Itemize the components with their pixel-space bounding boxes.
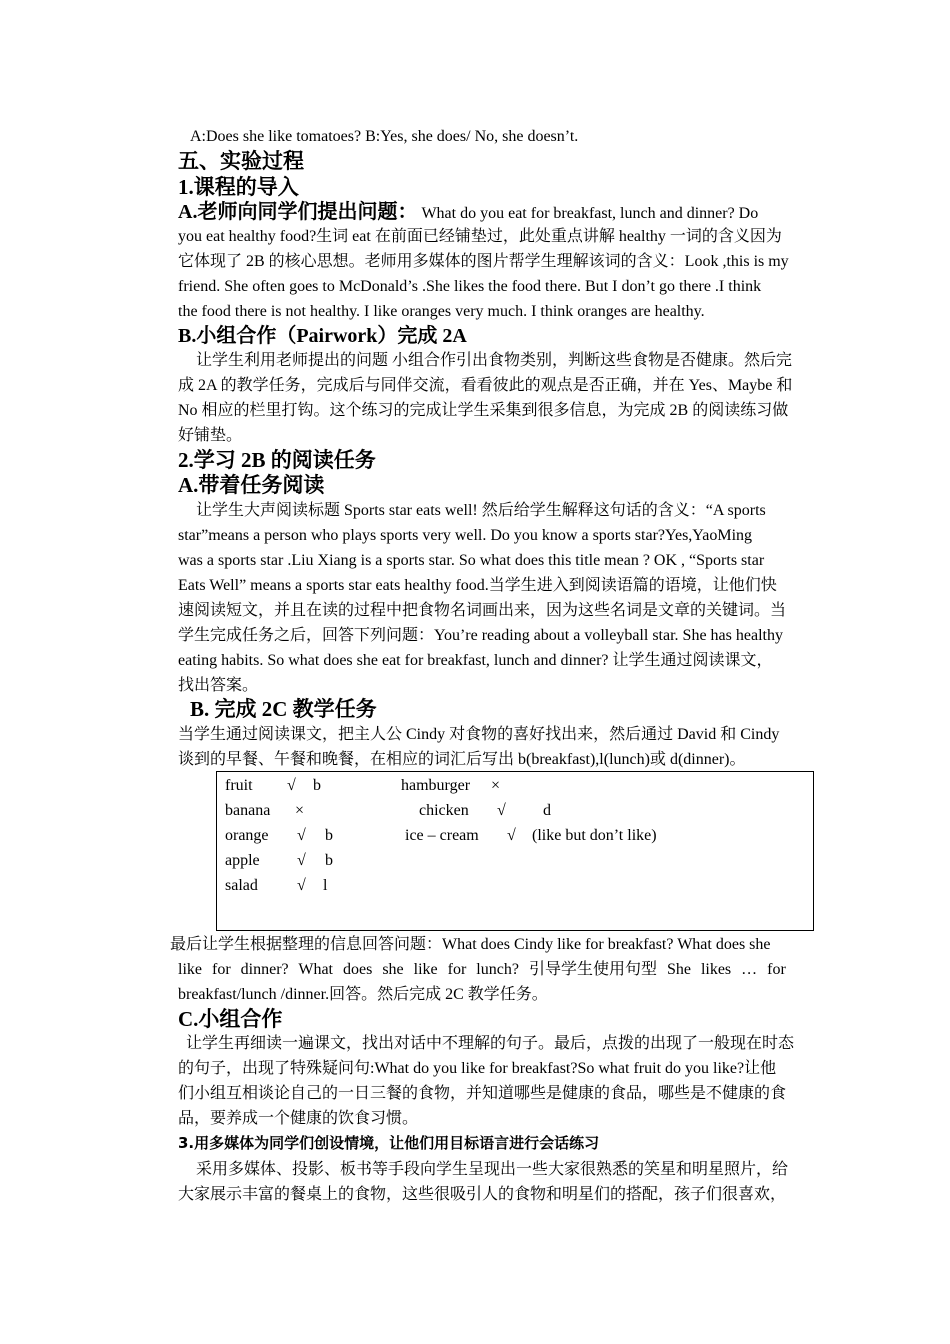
food-mark: × (295, 802, 305, 819)
food-name: apple (225, 852, 260, 869)
part-a-line-4: the food there is not healthy. I like oranges very much. I think oranges are healthy. (178, 303, 705, 320)
part-b-line-2: No 相应的栏里打钩。这个练习的完成让学生采集到很多信息，为完成 2B 的阅读练习做 (178, 402, 789, 419)
part-a-first-line (178, 199, 758, 226)
part-a-line-1: you eat healthy food?生词 eat 在前面已经铺垫过，此处重点讲解 healthy 一词的含义因为 (178, 228, 782, 245)
sub-2c-line-3: 品，要养成一个健康的饮食习惯。 (178, 1110, 419, 1127)
sub-2c-line-1: 的句子，出现了特殊疑问句:What do you like for breakfast?So what fruit do you like?让他 (178, 1060, 777, 1077)
food-meal: l (323, 877, 328, 894)
subsection-2b-title: B. 完成 2C 教学任务 (190, 697, 377, 721)
sub-2a-line-1: star”means a person who plays sports very well. Do you know a sports star?Yes,YaoMing (178, 527, 753, 544)
food-meal: b (325, 852, 333, 869)
food-name: fruit (225, 777, 253, 794)
after-table-line-2: breakfast/lunch /dinner.回答。然后完成 2C 教学任务。 (178, 986, 548, 1003)
food-name: salad (225, 877, 258, 894)
subsection-2-title: 2.学习 2B 的阅读任务 (178, 448, 376, 472)
subsection-2c-title: C.小组合作 (178, 1007, 283, 1031)
subsection-1-title: 1.课程的导入 (178, 175, 299, 199)
part-b-line-3: 好铺垫。 (178, 427, 243, 444)
food-mark: × (491, 777, 501, 794)
sub-2a-line-2: was a sports star .Liu Xiang is a sports star. So what does this title mean ? OK , “Sports star (178, 552, 765, 569)
sub-3-line-1: 大家展示丰富的餐桌上的食物，这些很吸引人的食物和明星们的搭配，孩子们很喜欢， (178, 1186, 787, 1203)
food-mark: √ (297, 827, 306, 844)
after-table-line-1: like for dinner? What does she like for lunch? 引导学生使用句型 She likes … for (178, 961, 786, 978)
sub-2c-line-0: 让学生再细读一遍课文，找出对话中不理解的句子。最后，点拨的出现了一般现在时态 (186, 1035, 795, 1052)
food-mark: √ (297, 877, 306, 894)
sub-2b-line-1: 谈到的早餐、午餐和晚餐，在相应的词汇后写出 b(breakfast),l(lunch)或 d(dinner)。 (178, 751, 746, 768)
sub-2c-line-2: 们小组互相谈论自己的一日三餐的食物，并知道哪些是健康的食品，哪些是不健康的食 (178, 1085, 787, 1102)
intro-line: A:Does she like tomatoes? B:Yes, she does/ No, she doesn’t. (190, 128, 579, 145)
part-a-line-2: 它体现了 2B 的核心思想。老师用多媒体的图片帮学生理解该词的含义：Look ,this is my (178, 253, 789, 270)
food-name: hamburger (401, 777, 471, 794)
sub-2a-line-0: 让学生大声阅读标题 Sports star eats well! 然后给学生解释这句话的含义：“A sports (196, 502, 766, 519)
food-meal: b (313, 777, 321, 794)
part-b-title: B.小组合作（Pairwork）完成 2A (178, 325, 467, 347)
sub-3-line-0: 采用多媒体、投影、板书等手段向学生呈现出一些大家很熟悉的笑星和明星照片，给 (196, 1161, 789, 1178)
part-b-line-0: 让学生利用老师提出的问题 小组合作引出食物类别，判断这些食物是否健康。然后完 (196, 352, 793, 369)
food-name: chicken (419, 802, 469, 819)
food-mark: √ (287, 777, 296, 794)
part-a-line-0: What do you eat for breakfast, lunch and dinner? Do (421, 205, 759, 222)
sub-2a-line-5: 学生完成任务之后，回答下列问题：You’re reading about a volleyball star. She has healthy (178, 627, 783, 644)
sub-2a-line-4: 速阅读短文，并且在读的过程中把食物名词画出来，因为这些名词是文章的关键词。当 (178, 602, 787, 619)
section-5-title: 五、实验过程 (178, 149, 304, 173)
food-name: banana (225, 802, 271, 819)
food-preference-table (216, 771, 814, 931)
sub-2a-line-7: 找出答案。 (178, 677, 259, 694)
subsection-3-title: 3.用多媒体为同学们创设情境，让他们用目标语言进行会话练习 (178, 1134, 600, 1152)
after-table-line-0: 最后让学生根据整理的信息回答问题：What does Cindy like for breakfast? What does she (170, 936, 771, 953)
food-mark: √ (507, 827, 516, 844)
sub-2a-line-3: Eats Well” means a sports star eats healthy food.当学生进入到阅读语篇的语境，让他们快 (178, 577, 777, 594)
part-b-line-1: 成 2A 的教学任务，完成后与同伴交流，看看彼此的观点是否正确，并在 Yes、Maybe 和 (178, 377, 793, 394)
sub-2a-line-6: eating habits. So what does she eat for breakfast, lunch and dinner? 让学生通过阅读课文， (178, 652, 773, 669)
food-mark: √ (297, 852, 306, 869)
subsection-2a-title: A.带着任务阅读 (178, 473, 325, 497)
food-meal: (like but don’t like) (532, 827, 657, 844)
part-a-line-3: friend. She often goes to McDonald’s .She likes the food there. But I don’t go there .I think (178, 278, 762, 295)
food-meal: d (543, 802, 551, 819)
food-name: orange (225, 827, 269, 844)
food-mark: √ (497, 802, 506, 819)
part-a-heading: A.老师向同学们提出问题： (178, 201, 418, 223)
food-name: ice – cream (405, 827, 479, 844)
sub-2b-line-0: 当学生通过阅读课文，把主人公 Cindy 对食物的喜好找出来，然后通过 David 和 Cindy (178, 726, 780, 743)
food-meal: b (325, 827, 333, 844)
